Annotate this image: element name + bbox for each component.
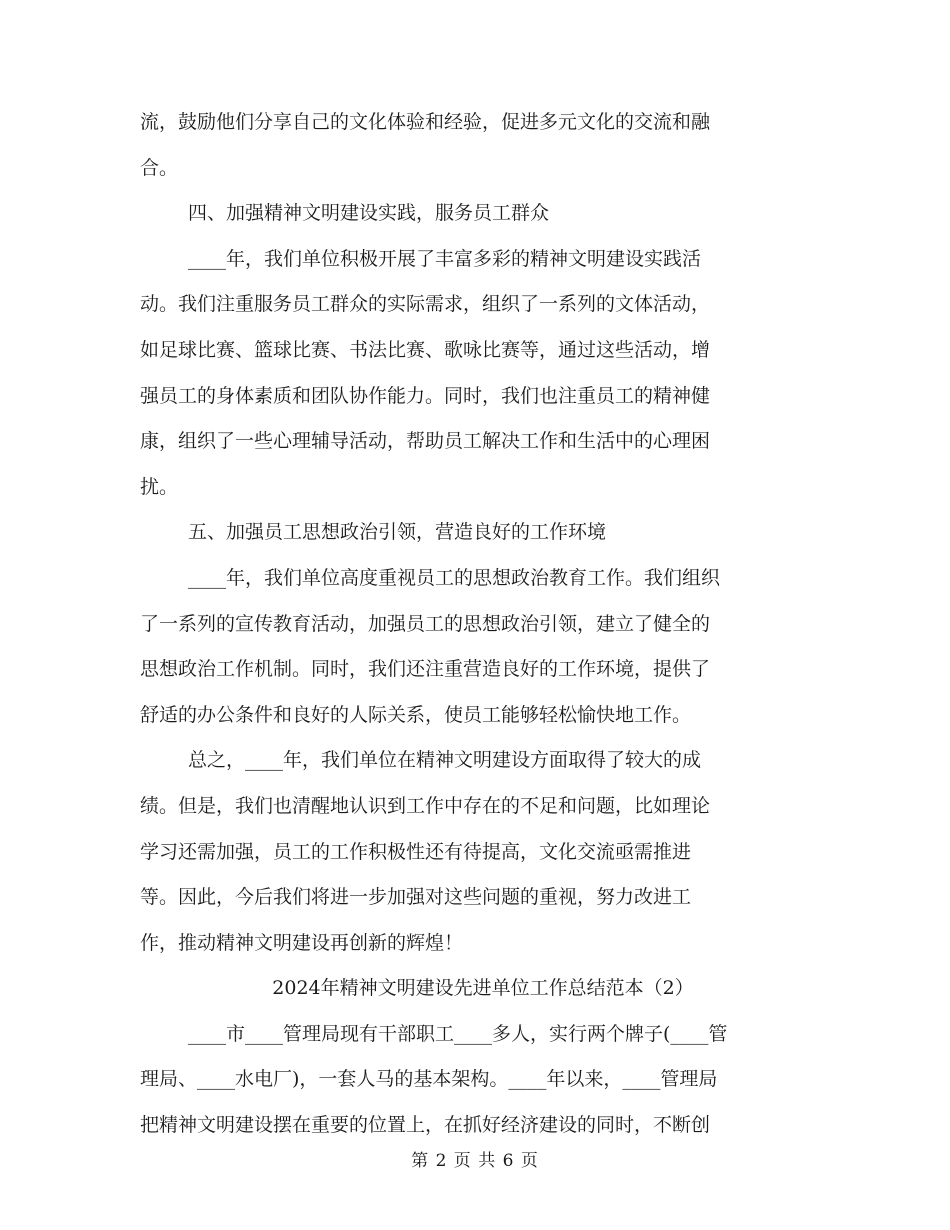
text-line: 康，组织了一些心理辅导活动，帮助员工解决工作和生活中的心理困 bbox=[140, 430, 711, 453]
text-line: 强员工的身体素质和团队协作能力。同时，我们也注重员工的精神健 bbox=[140, 384, 711, 407]
text-line: 思想政治工作机制。同时，我们还注重营造良好的工作环境，提供了 bbox=[140, 658, 711, 681]
text-line: 如足球比赛、篮球比赛、书法比赛、歌咏比赛等，通过这些活动，增 bbox=[140, 338, 711, 361]
document-body bbox=[140, 100, 820, 1149]
text-line: 合。 bbox=[140, 156, 179, 179]
text-line: 总之，____年，我们单位在精神文明建设方面取得了较大的成 bbox=[188, 749, 702, 772]
text-line: 理局、____水电厂)，一套人马的基本架构。____年以来，____管理局 bbox=[140, 1068, 718, 1091]
section-title: 2024年精神文明建设先进单位工作总结范本（2） bbox=[272, 977, 694, 1000]
text-line: ____年，我们单位高度重视员工的思想政治教育工作。我们组织 bbox=[188, 566, 721, 589]
text-line: 等。因此，今后我们将进一步加强对这些问题的重视，努力改进工 bbox=[140, 886, 692, 909]
text-line: 了一系列的宣传教育活动，加强员工的思想政治引领，建立了健全的 bbox=[140, 612, 711, 635]
body-text-block bbox=[140, 100, 820, 966]
text-line: 扰。 bbox=[140, 475, 179, 498]
text-line: 舒适的办公条件和良好的人际关系，使员工能够轻松愉快地工作。 bbox=[140, 703, 692, 726]
text-line: 五、加强员工思想政治引领，营造良好的工作环境 bbox=[188, 521, 607, 544]
text-line: ____市____管理局现有干部职工____多人，实行两个牌子(____管 bbox=[188, 1022, 728, 1045]
text-line: 学习还需加强，员工的工作积极性还有待提高，文化交流亟需推进 bbox=[140, 840, 692, 863]
text-line: 把精神文明建设摆在重要的位置上，在抓好经济建设的同时，不断创 bbox=[140, 1114, 711, 1137]
tail-text-block bbox=[140, 1012, 820, 1149]
text-line: 动。我们注重服务员工群众的实际需求，组织了一系列的文体活动， bbox=[140, 293, 711, 316]
text-line: 作，推动精神文明建设再创新的辉煌！ bbox=[140, 931, 464, 954]
text-line: 四、加强精神文明建设实践，服务员工群众 bbox=[188, 202, 550, 225]
text-line: 绩。但是，我们也清醒地认识到工作中存在的不足和问题，比如理论 bbox=[140, 794, 711, 817]
text-line: ____年，我们单位积极开展了丰富多彩的精神文明建设实践活 bbox=[188, 247, 702, 270]
page-number-footer: 第 2 页 共 6 页 bbox=[411, 1151, 539, 1171]
text-line: 流，鼓励他们分享自己的文化体验和经验，促进多元文化的交流和融 bbox=[140, 111, 711, 133]
